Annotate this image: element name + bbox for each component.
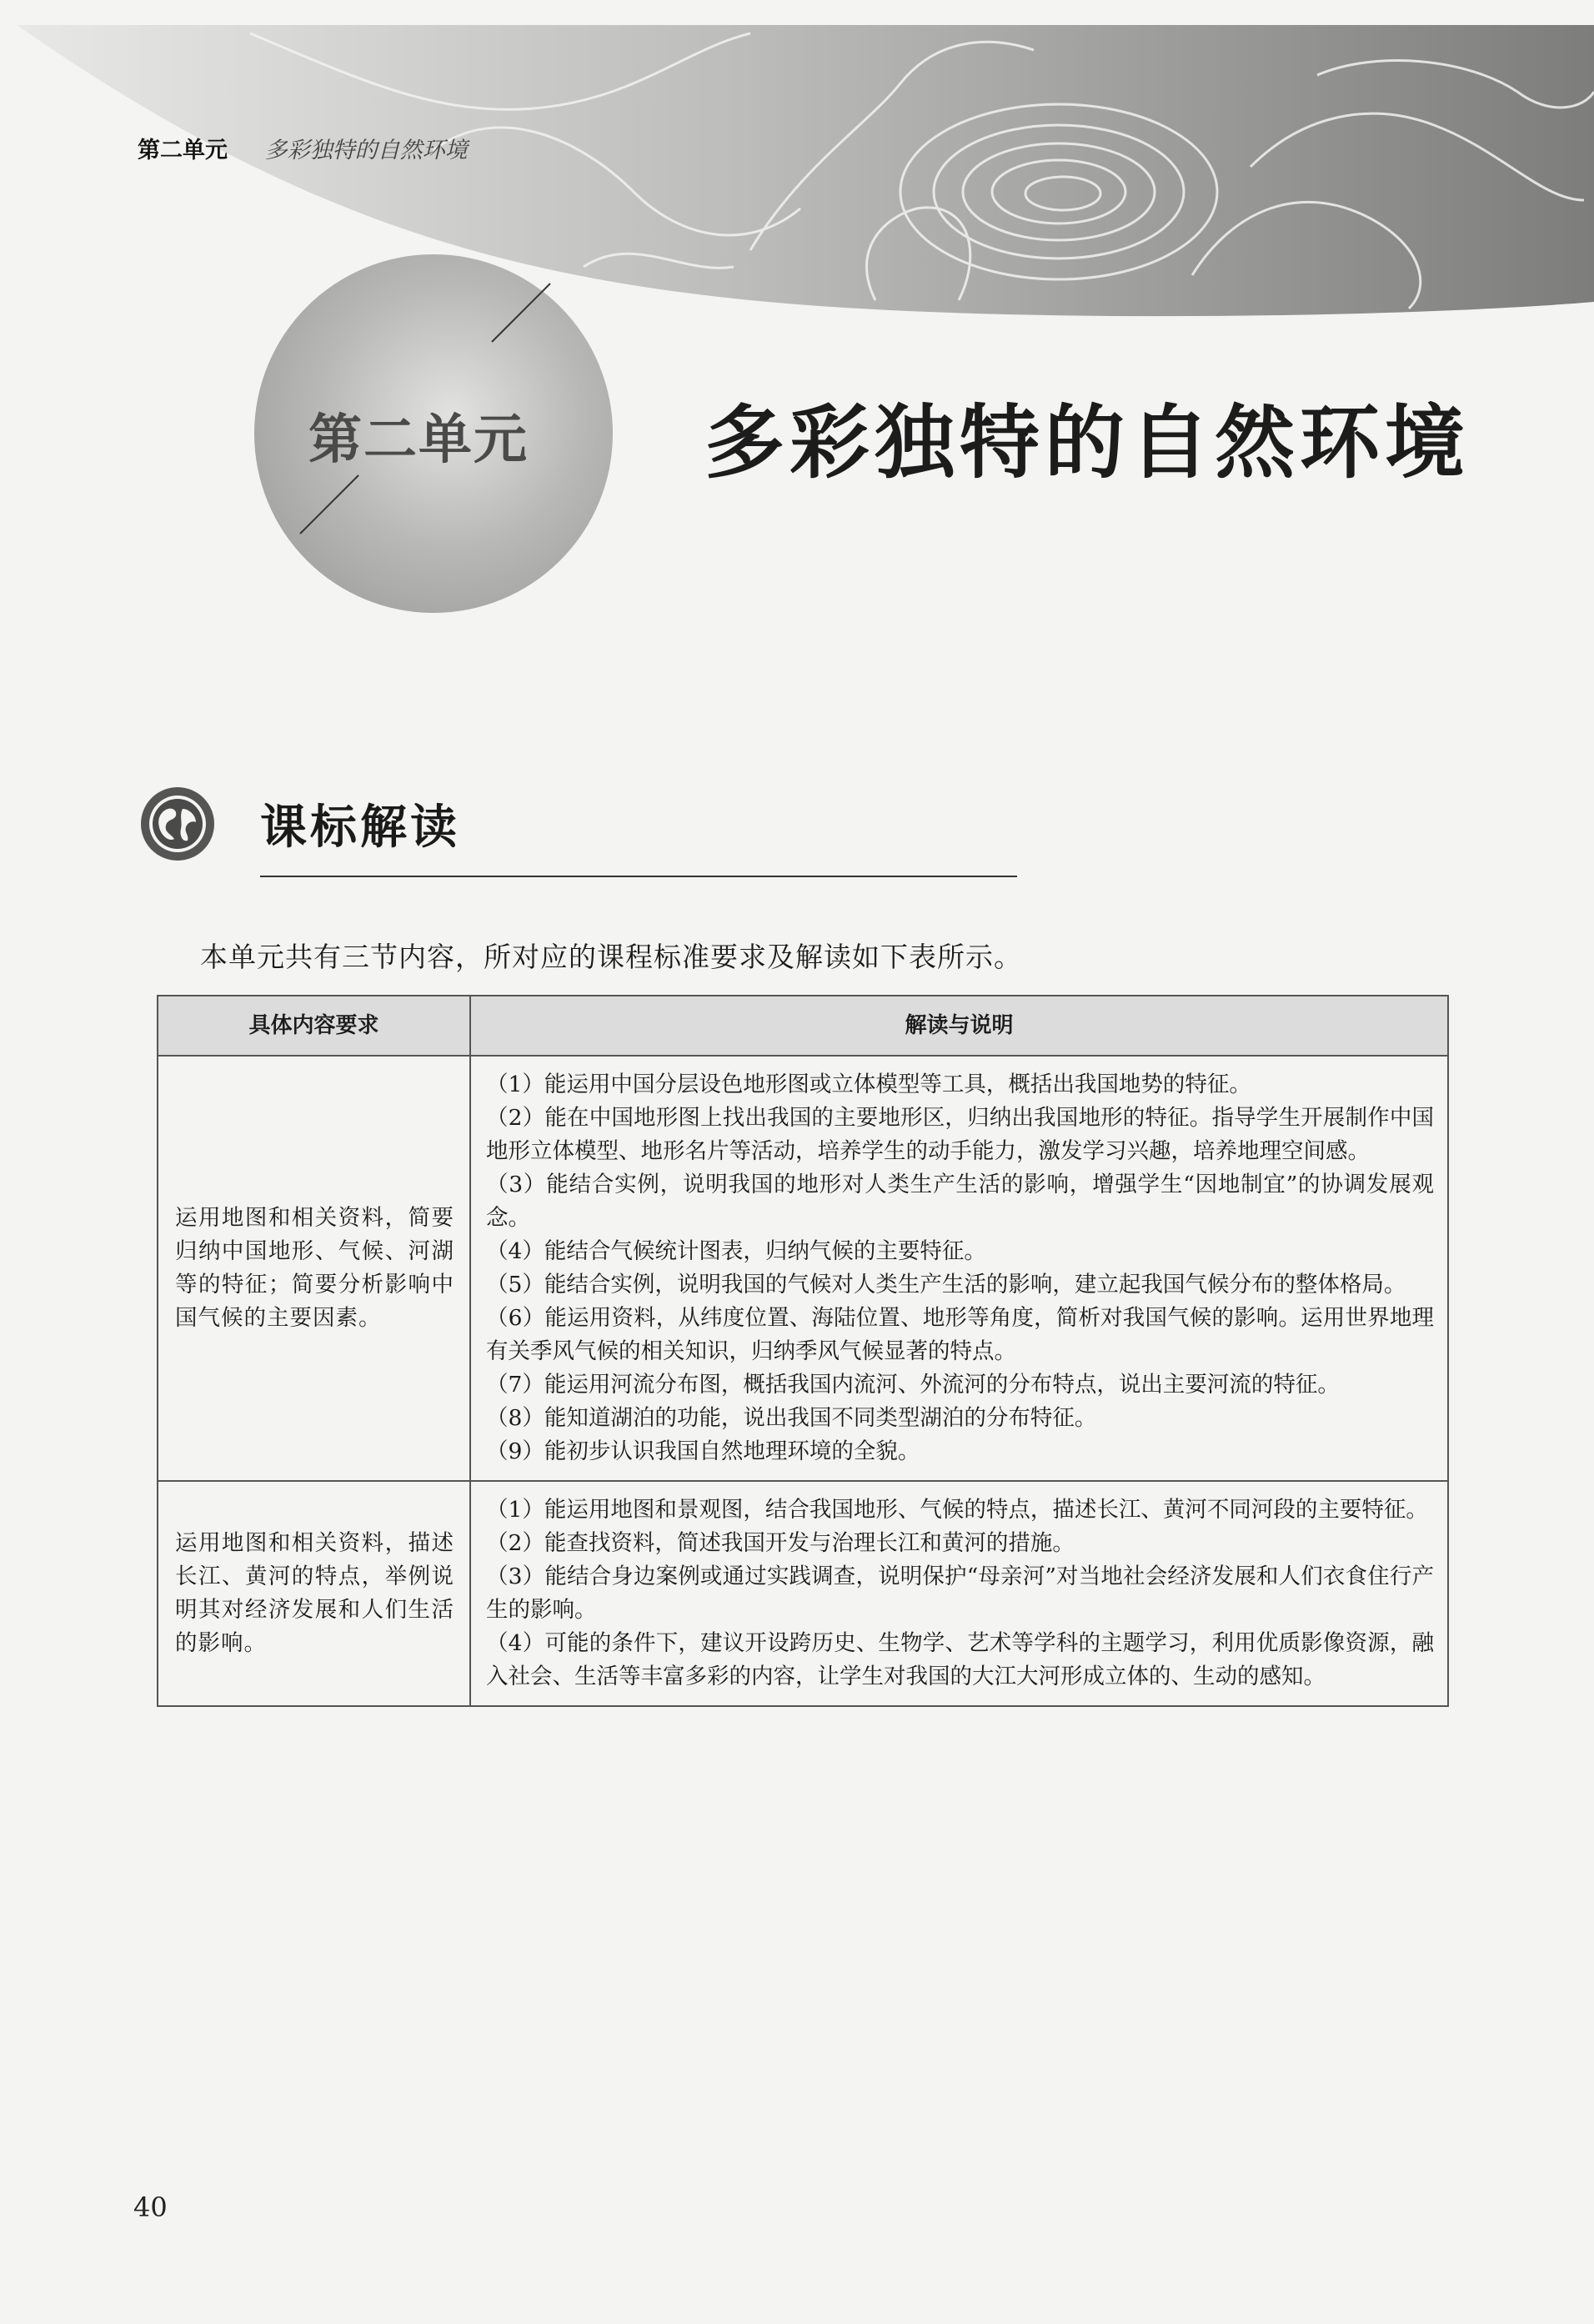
note-item: （2）能在中国地形图上找出我国的主要地形区，归纳出我国地形的特征。指导学生开展制作中国地形立体模型、地形名片等活动，培养学生的动手能力，激发学习兴趣，培养地理空间感。 (486, 1105, 1434, 1164)
requirement-cell: 运用地图和相关资料，描述长江、黄河的特点，举例说明其对经济发展和人们生活的影响。 (158, 1481, 470, 1706)
header-notes: 解读与说明 (470, 996, 1448, 1056)
notes-cell (470, 1481, 1448, 1706)
unit-badge-label: 第二单元 (308, 409, 529, 471)
section-divider (260, 876, 1017, 877)
note-item: （5）能结合实例，说明我国的气候对人类生产生活的影响，建立起我国气候分布的整体格局。 (486, 1272, 1406, 1298)
note-item: （1）能运用地图和景观图，结合我国地形、气候的特点，描述长江、黄河不同河段的主要特征。 (486, 1497, 1428, 1523)
contour-banner (0, 0, 1594, 634)
note-item: （3）能结合身边案例或通过实践调查，说明保护“母亲河”对当地社会经济发展和人们衣食住行产生的影响。 (486, 1564, 1434, 1623)
note-item: （3）能结合实例，说明我国的地形对人类生产生活的影响，增强学生“因地制宜”的协调发展观念。 (486, 1172, 1434, 1231)
note-item: （6）能运用资料，从纬度位置、海陆位置、地形等角度，简析对我国气候的影响。运用世界地理有关季风气候的相关知识，归纳季风气候显著的特点。 (486, 1305, 1434, 1364)
note-item: （2）能查找资料，简述我国开发与治理长江和黄河的措施。 (486, 1530, 1075, 1556)
table-row (158, 1481, 1448, 1706)
running-header-name: 多彩独特的自然环境 (264, 138, 468, 163)
notes-cell (470, 1056, 1448, 1481)
page-number: 40 (133, 2191, 168, 2223)
note-item: （9）能初步认识我国自然地理环境的全貌。 (486, 1438, 920, 1464)
note-item: （4）能结合气候统计图表，归纳气候的主要特征。 (486, 1238, 986, 1264)
table-row (158, 1056, 1448, 1481)
unit-title: 多彩独特的自然环境 (704, 396, 1470, 489)
note-item: （7）能运用河流分布图，概括我国内流河、外流河的分布特点，说出主要河流的特征。 (486, 1372, 1340, 1398)
curriculum-table (157, 995, 1449, 1707)
table-header-row (158, 996, 1448, 1056)
header-requirement: 具体内容要求 (158, 996, 470, 1056)
note-item: （1）能运用中国分层设色地形图或立体模型等工具，概括出我国地势的特征。 (486, 1072, 1251, 1097)
intro-paragraph: 本单元共有三节内容，所对应的课程标准要求及解读如下表所示。 (200, 941, 1022, 973)
running-header (138, 132, 468, 164)
banner-band (17, 25, 1594, 316)
globe-icon (138, 784, 218, 864)
note-item: （4）可能的条件下，建议开设跨历史、生物学、艺术等学科的主题学习，利用优质影像资源，融入社会、生活等丰富多彩的内容，让学生对我国的大江大河形成立体的、生动的感知。 (486, 1630, 1434, 1689)
section-title: 课标解读 (260, 801, 460, 855)
running-header-unit: 第二单元 (138, 138, 228, 163)
note-item: （8）能知道湖泊的功能，说出我国不同类型湖泊的分布特征。 (486, 1405, 1097, 1431)
requirement-cell: 运用地图和相关资料，简要归纳中国地形、气候、河湖等的特征；简要分析影响中国气候的主要因素。 (158, 1056, 470, 1481)
